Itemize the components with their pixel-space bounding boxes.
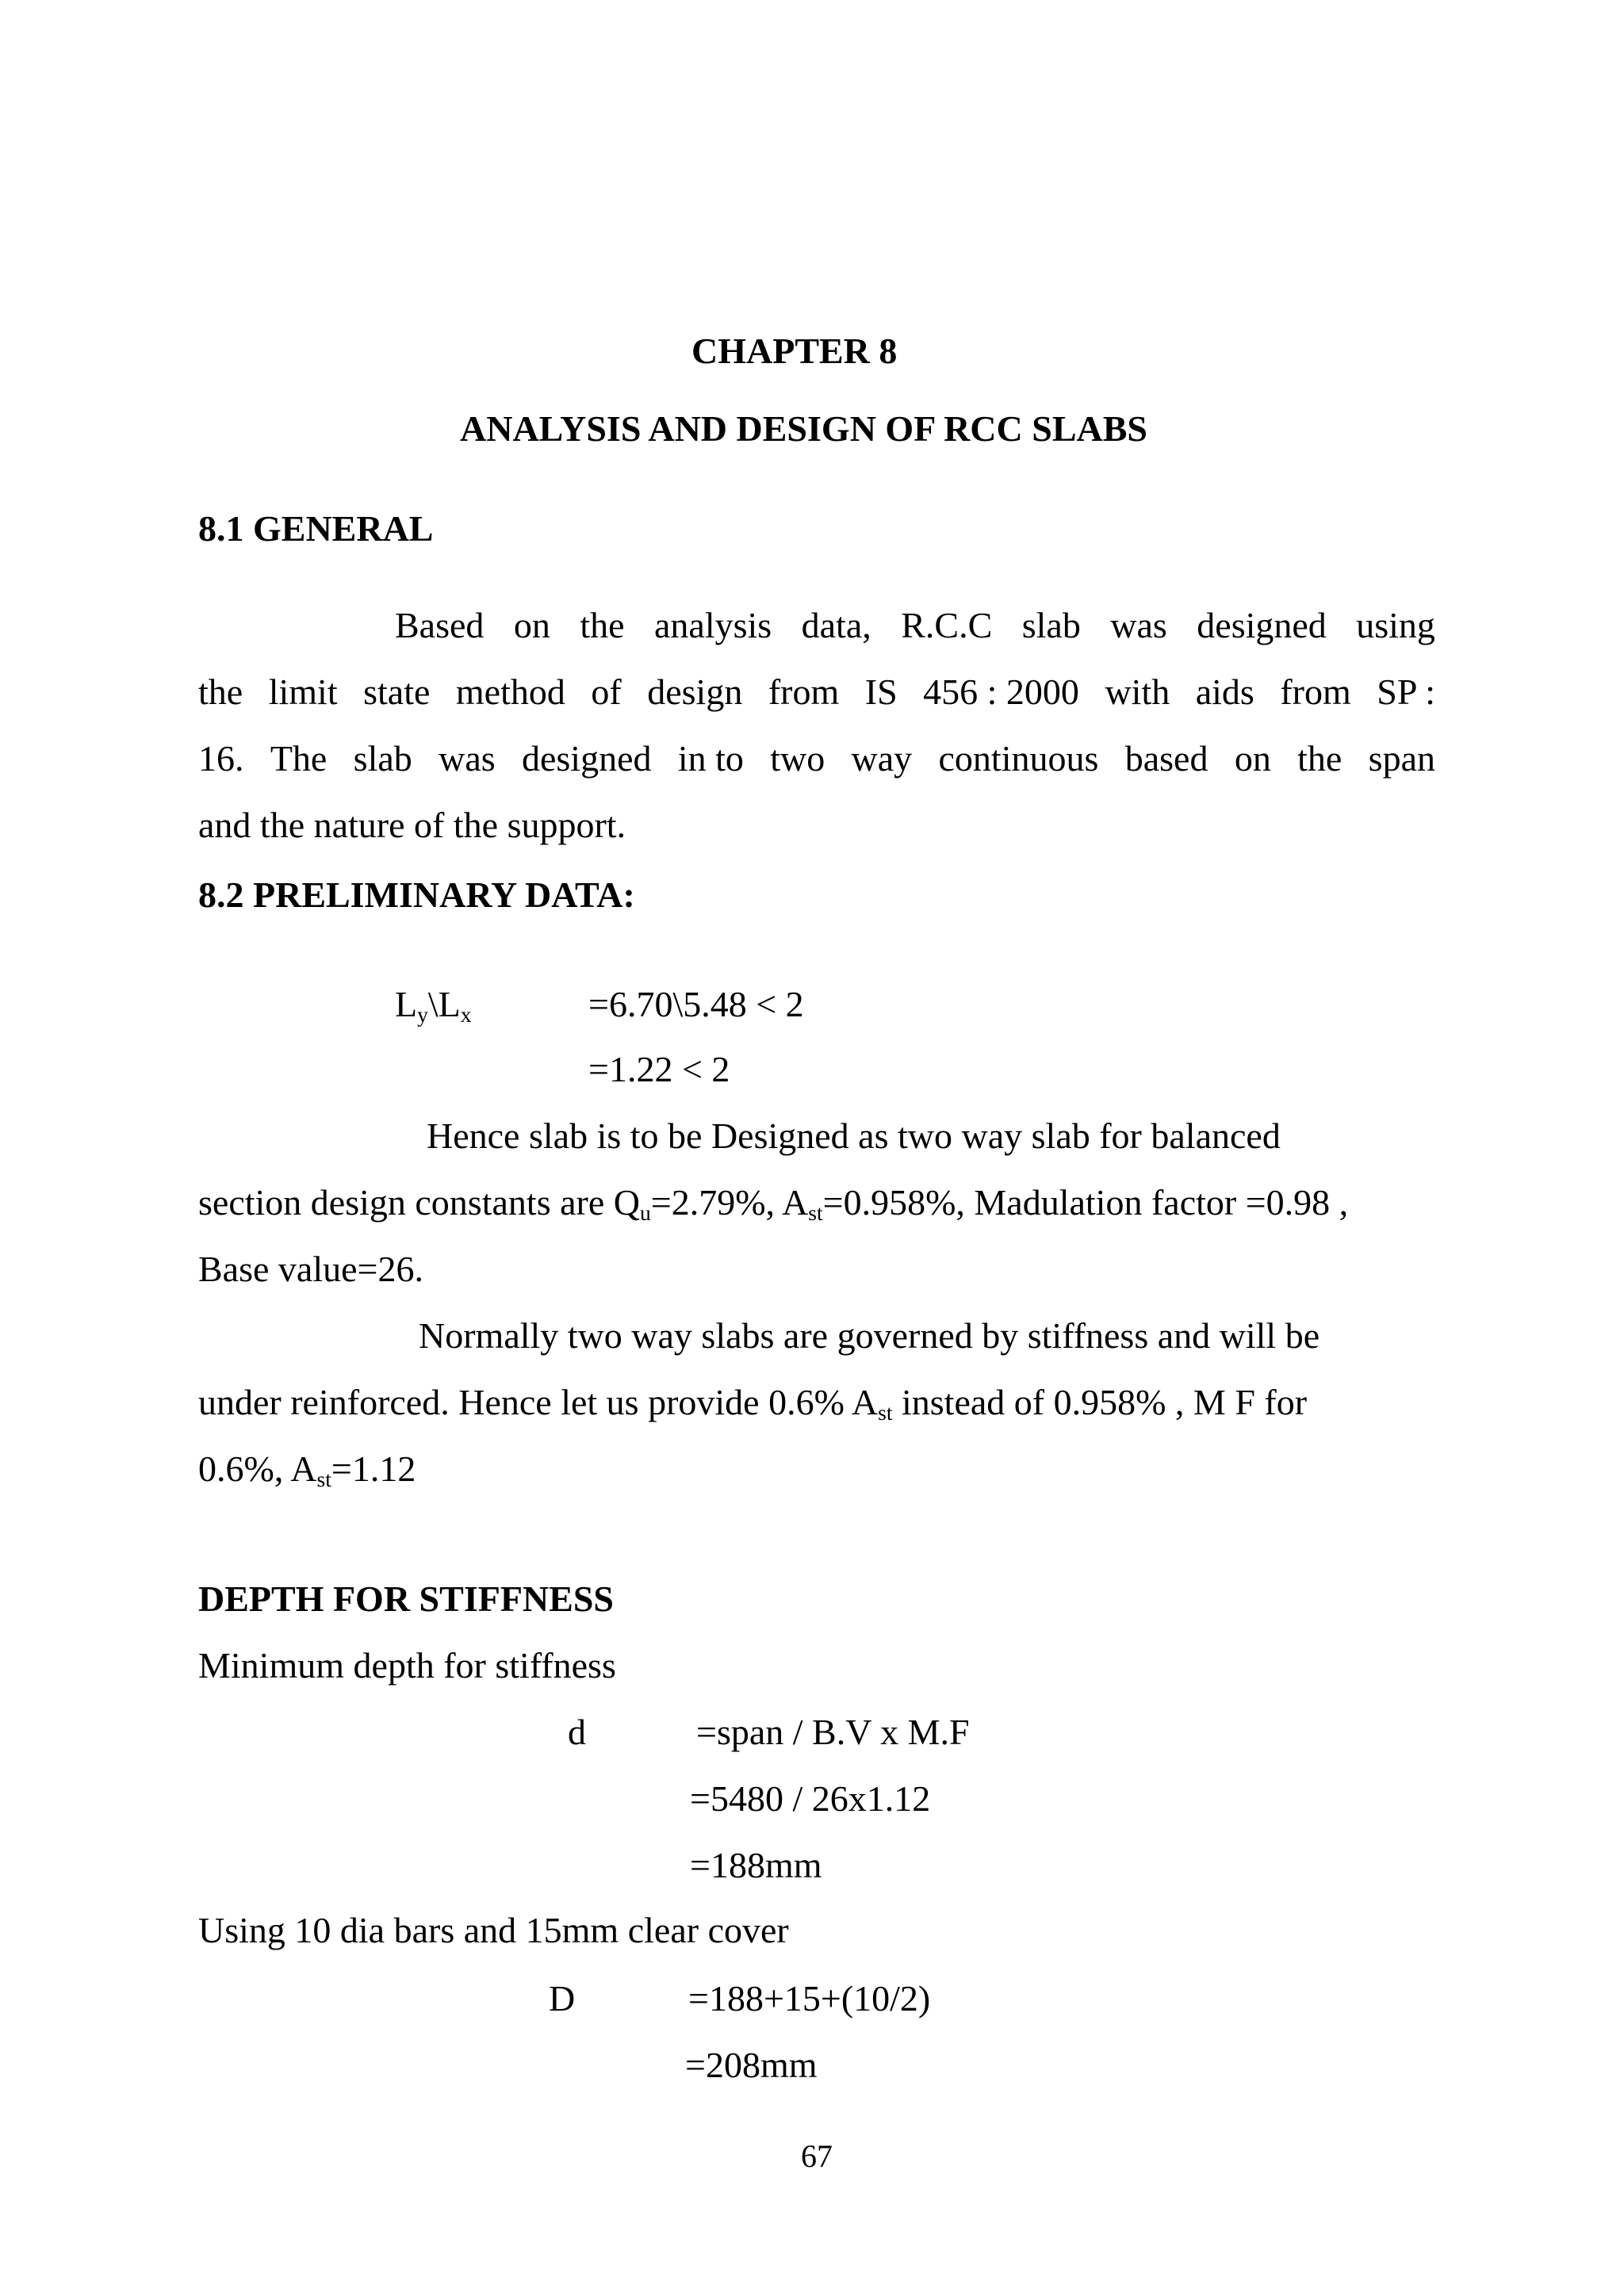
paragraph-line: and the nature of the support. [198,805,626,845]
word: two [770,738,825,779]
section-heading-depth: DEPTH FOR STIFFNESS [198,1578,614,1619]
word: with [1105,672,1170,712]
word: was [439,738,496,779]
word: Based [395,605,485,645]
word: IS [864,672,898,712]
equation-label-d: d [568,1712,586,1752]
section-heading-preliminary: 8.2 PRELIMINARY DATA: [198,874,635,915]
word: The [270,738,327,779]
ratio-value-2: =1.22 < 2 [588,1049,730,1089]
equation-line: =208mm [685,2045,818,2085]
word: analysis [653,605,772,645]
paragraph-line [198,737,1435,779]
equation-line: =span / B.V x M.F [696,1712,970,1752]
word: based [1124,738,1208,779]
word: design [647,672,743,712]
word: limit [268,672,338,712]
equation-line: =188mm [690,1845,822,1885]
paragraph-line: under reinforced. Hence let us provide 0.6% $A_{st}$ instead of 0.958% , M F for [198,1382,1308,1425]
paragraph-line [198,671,1435,713]
paragraph-line: Using 10 dia bars and 15mm clear cover [198,1910,789,1950]
word: on [1234,738,1271,779]
word: method [455,672,565,712]
section-heading-general: 8.1 GENERAL [198,508,434,549]
word: continuous [938,738,1099,779]
paragraph-line: Hence slab is to be Designed as two way slab for balanced [427,1115,1281,1156]
equation-line: =5480 / 26x1.12 [690,1778,931,1819]
paragraph-line: Minimum depth for stiffness [198,1645,616,1686]
word: of [591,672,622,712]
paragraph-line: 0.6%, $A_{st}=1.12$ [198,1448,416,1491]
paragraph-line: Normally two way slabs are governed by stiffness and will be [419,1315,1320,1356]
word: the [1297,738,1342,779]
word: data, [801,605,871,645]
word: from [768,672,840,712]
word: slab [353,738,412,779]
word: 456 : 2000 [923,672,1079,712]
word: designed [1197,605,1327,645]
word: designed [521,738,652,779]
paragraph-line: Base value=26. [198,1249,423,1289]
word: in to [677,738,744,779]
page-number: 67 [801,2138,833,2174]
paragraph-line [395,604,1435,646]
ratio-value-1: =6.70\5.48 < 2 [588,984,804,1024]
word: state [363,672,431,712]
word: 16. [198,738,244,779]
word: using [1356,605,1435,645]
word: on [513,605,550,645]
paragraph-line: section design constants are $Q_u=2.79\%$, $A_{st}=0.958\%$, Madulation factor =0.98 , [198,1182,1349,1225]
word: was [1110,605,1167,645]
chapter-title: ANALYSIS AND DESIGN OF RCC SLABS [460,408,1147,449]
word: the [198,672,243,712]
word: slab [1021,605,1081,645]
word: from [1280,672,1351,712]
word: span [1368,738,1435,779]
word: the [580,605,625,645]
word: aids [1195,672,1254,712]
word: SP : [1377,672,1435,712]
word: way [851,738,913,779]
word: R.C.C [901,605,993,645]
chapter-number: CHAPTER 8 [691,331,898,371]
equation-line: =188+15+(10/2) [688,1978,931,2019]
equation-label-D: D [549,1978,576,2019]
ratio-label: $L_y\backslash L_x$ [395,984,472,1027]
